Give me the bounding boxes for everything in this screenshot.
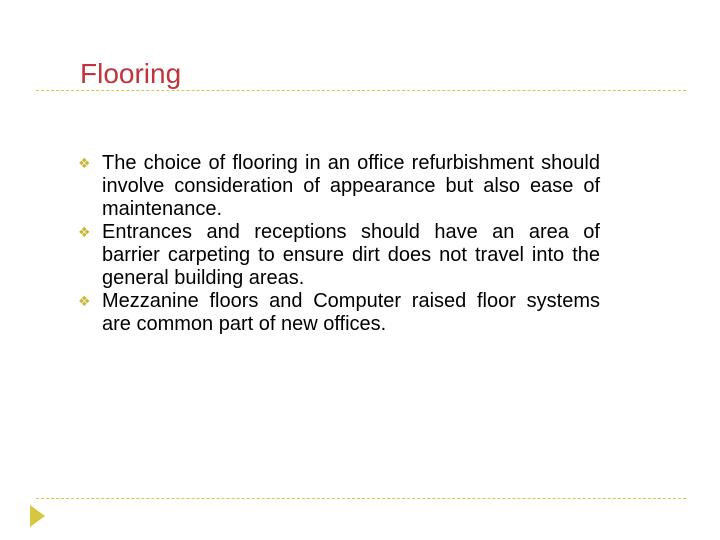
bullet-text: Mezzanine floors and Computer raised floor systems are common part of new offices. (102, 290, 600, 335)
slide-title: Flooring (80, 58, 182, 89)
next-slide-arrow-icon[interactable] (30, 505, 45, 527)
bullet-text: The choice of flooring in an office refurbishment should involve consideration of appearance but also ease of maintenance. (102, 152, 600, 220)
diamond-bullet-icon: ❖ (78, 225, 91, 241)
list-item (78, 221, 600, 290)
footer-divider (36, 498, 686, 499)
title-divider (36, 90, 686, 91)
diamond-bullet-icon: ❖ (78, 156, 91, 172)
bullet-text: Entrances and receptions should have an area of barrier carpeting to ensure dirt does not travel into the general building areas. (102, 221, 600, 289)
bullet-list (78, 152, 600, 336)
diamond-bullet-icon: ❖ (78, 294, 91, 310)
list-item (78, 152, 600, 221)
list-item (78, 290, 600, 336)
